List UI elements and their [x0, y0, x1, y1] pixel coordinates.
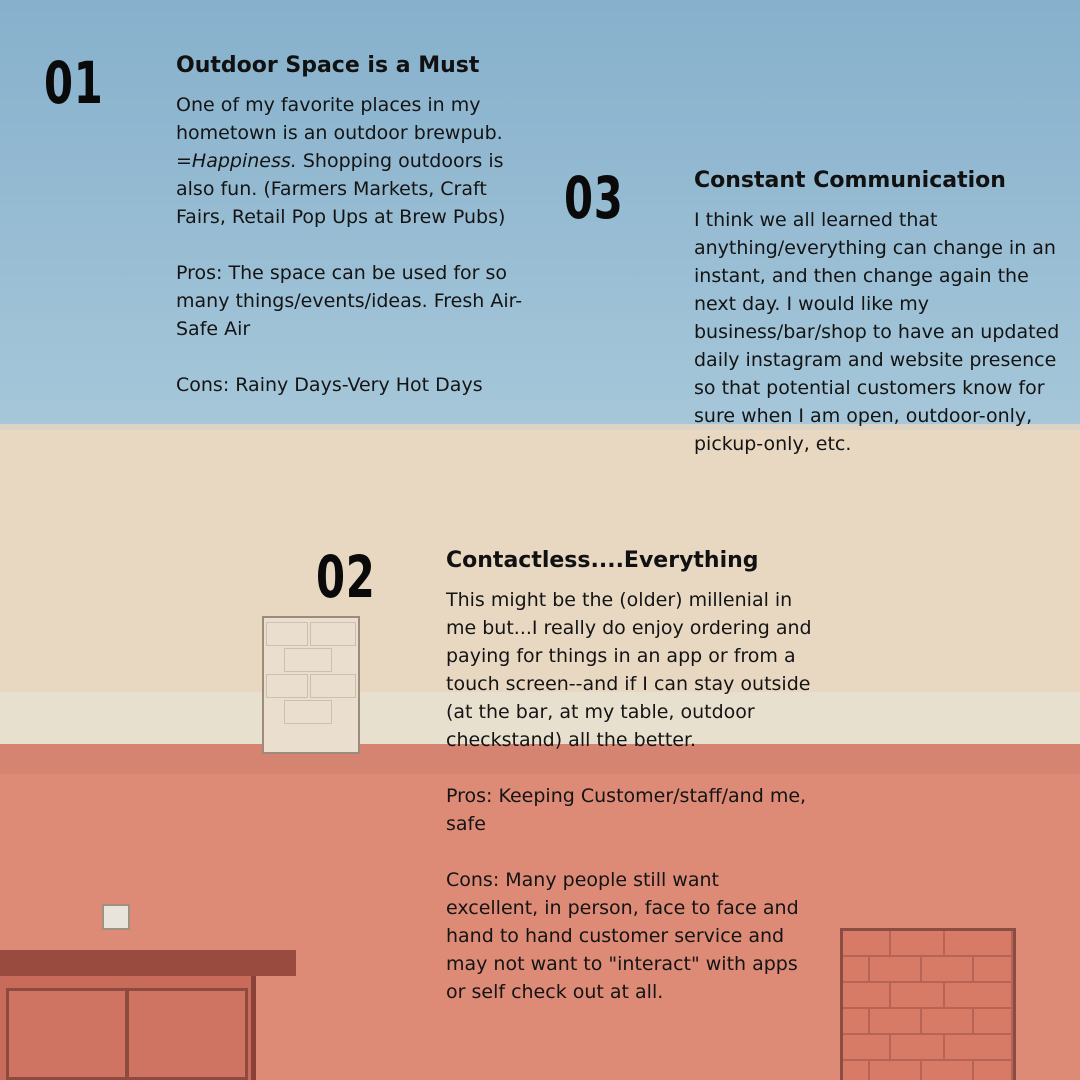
- section-03-paragraph: I think we all learned that anything/everything can change in an instant, and then change again the next day. I would like my business/bar/shop to have an updated daily instagram and website presence so that potential customers know for sure when I am open, outdoor-only, pickup-only, etc.: [694, 209, 1060, 455]
- section-01-number: 01: [44, 49, 104, 117]
- door-awning: [0, 950, 296, 976]
- section-02-cons: Cons: Many people still want excellent, in person, face to face and hand to hand customer service and may not want to "interact" with apps or self check out at all.: [446, 869, 799, 1003]
- bricked-window-upper: [262, 616, 360, 754]
- section-03-number: 03: [564, 164, 624, 232]
- wall-vent: [102, 904, 130, 930]
- section-01-title: Outdoor Space is a Must: [176, 53, 480, 78]
- section-01-pros: Pros: The space can be used for so many things/events/ideas. Fresh Air-Safe Air: [176, 262, 523, 340]
- section-02-pros: Pros: Keeping Customer/staff/and me, safe: [446, 785, 807, 835]
- section-02-paragraph: This might be the (older) millenial in me but...I really do enjoy ordering and paying for things in an app or from a touch screen--and if I can stay outside (at the bar, at my table, outdoor checkstand) all the better.: [446, 589, 812, 751]
- section-01-body: [176, 91, 538, 399]
- section-01-cons: Cons: Rainy Days-Very Hot Days: [176, 374, 483, 396]
- section-02-body: [446, 586, 812, 1006]
- door-left: [6, 988, 128, 1080]
- section-03-title: Constant Communication: [694, 168, 1006, 193]
- door-right: [126, 988, 248, 1080]
- section-02-title: Contactless....Everything: [446, 548, 759, 573]
- bricked-window-lower: [840, 928, 1016, 1080]
- section-01-paragraph: One of my favorite places in my hometown is an outdoor brewpub. =Happiness. Shopping outdoors is also fun. (Farmers Markets, Craft Fairs, Retail Pop Ups at Brew Pubs): [176, 94, 506, 228]
- section-03-body: [694, 206, 1066, 458]
- section-02-number: 02: [316, 543, 376, 611]
